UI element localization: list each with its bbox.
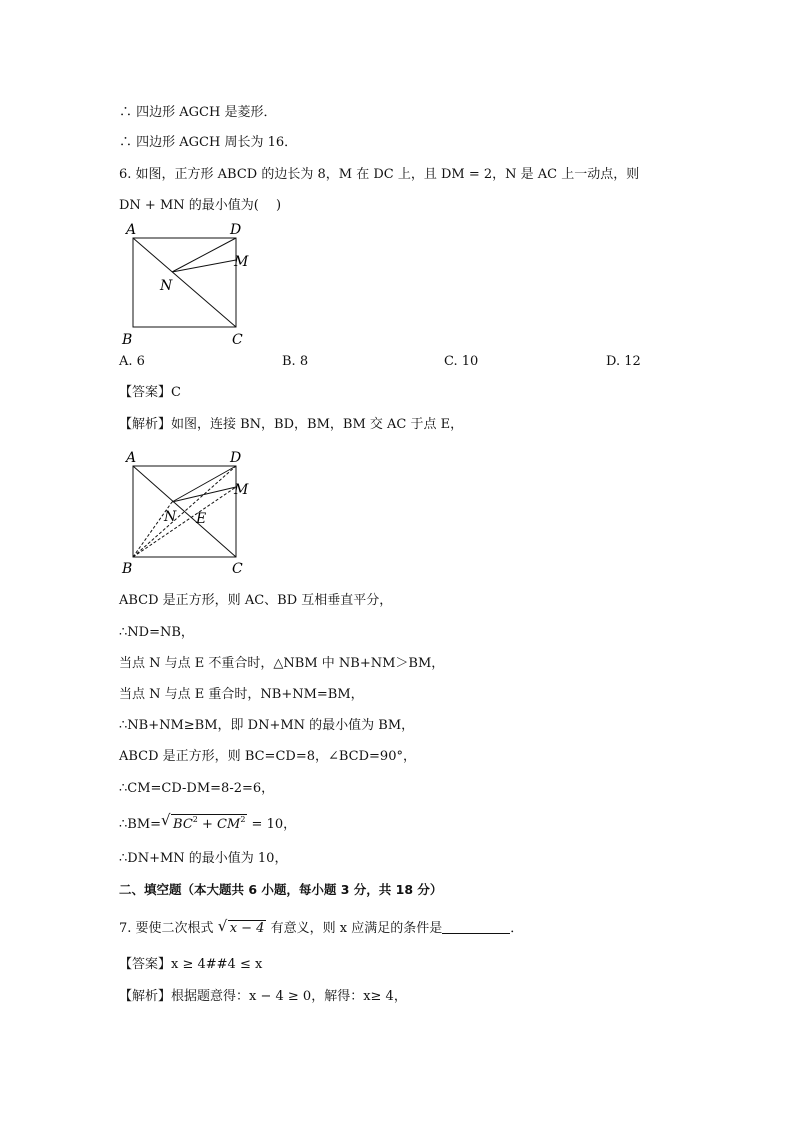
label-c: C xyxy=(232,332,243,348)
label-a: A xyxy=(126,222,137,238)
label-c: C xyxy=(232,561,243,577)
cm-term: CM xyxy=(217,817,241,832)
question-6-stem: DN + MN 的最小值为( ) xyxy=(119,198,282,213)
section-heading: 二、填空题（本大题共 6 小题，每小题 3 分，共 18 分） xyxy=(119,882,443,897)
answer-6: 【答案】C xyxy=(119,385,181,400)
exponent: 2 xyxy=(192,815,198,824)
radicand: x − 4 xyxy=(229,921,265,936)
analysis-line: 当点 N 与点 E 重合时，NB+NM=BM， xyxy=(119,687,364,702)
q7-stem-post: 有意义，则 x 应满足的条件是 xyxy=(270,921,443,936)
bm-suffix: = 10， xyxy=(247,817,297,832)
analysis-line: ABCD 是正方形，则 AC、BD 互相垂直平分， xyxy=(119,593,393,608)
square-figure-1 xyxy=(118,220,258,350)
option-d: D. 12 xyxy=(606,354,641,369)
segment-nd xyxy=(172,238,236,272)
label-e: E xyxy=(196,511,207,527)
analysis-line: ∴CM=CD-DM=8-2=6， xyxy=(119,781,275,796)
segment-nm xyxy=(172,260,236,272)
exponent: 2 xyxy=(240,815,246,824)
square-figure-2 xyxy=(118,446,258,578)
option-a: A. 6 xyxy=(119,354,145,369)
question-7-stem xyxy=(119,917,524,936)
q7-stem-end: ． xyxy=(510,921,524,936)
question-6-stem: 6. 如图，正方形 ABCD 的边长为 8，M 在 DC 上，且 DM = 2，N 是 AC 上一动点，则 xyxy=(119,167,640,182)
text-line: ∴ 四边形 AGCH 周长为 16． xyxy=(119,135,298,150)
option-b: B. 8 xyxy=(282,354,309,369)
segment-nd xyxy=(172,466,236,502)
plus: + xyxy=(197,817,218,832)
dashed-bm xyxy=(133,487,236,557)
label-n: N xyxy=(164,509,177,525)
answer-7: 【答案】x ≥ 4##4 ≤ x xyxy=(119,957,263,972)
bm-formula xyxy=(119,811,297,832)
label-a: A xyxy=(126,450,137,466)
label-b: B xyxy=(122,561,133,577)
analysis-6-head: 【解析】如图，连接 BN，BD，BM，BM 交 AC 于点 E， xyxy=(119,417,464,432)
segment-nm xyxy=(172,487,236,502)
bc-term: BC xyxy=(173,817,193,832)
q7-stem-pre: 7. 要使二次根式 xyxy=(119,921,214,936)
text-line: ∴ 四边形 AGCH 是菱形． xyxy=(119,105,277,120)
label-n: N xyxy=(160,278,173,294)
label-d: D xyxy=(230,222,242,238)
label-d: D xyxy=(230,450,242,466)
analysis-line: ABCD 是正方形，则 BC=CD=8，∠BCD=90°， xyxy=(119,749,416,764)
label-b: B xyxy=(122,332,133,348)
bm-prefix: ∴BM= xyxy=(119,817,162,832)
analysis-line: ∴DN+MN 的最小值为 10， xyxy=(119,851,288,866)
option-c: C. 10 xyxy=(444,354,479,369)
diagonal-ac xyxy=(133,238,236,327)
label-m: M xyxy=(234,482,249,498)
sqrt-expression: √ $BC^2 + CM^2$ xyxy=(161,811,246,832)
analysis-line: ∴ND=NB， xyxy=(119,625,194,640)
analysis-7: 【解析】根据题意得：x − 4 ≥ 0，解得：x≥ 4， xyxy=(119,989,407,1004)
sqrt-expression: √ x − 4 xyxy=(217,917,265,936)
analysis-line: 当点 N 与点 E 不重合时，△NBM 中 NB+NM＞BM， xyxy=(119,656,445,671)
label-m: M xyxy=(234,254,249,270)
answer-blank xyxy=(442,921,510,934)
analysis-line: ∴NB+NM≥BM，即 DN+MN 的最小值为 BM， xyxy=(119,718,415,733)
